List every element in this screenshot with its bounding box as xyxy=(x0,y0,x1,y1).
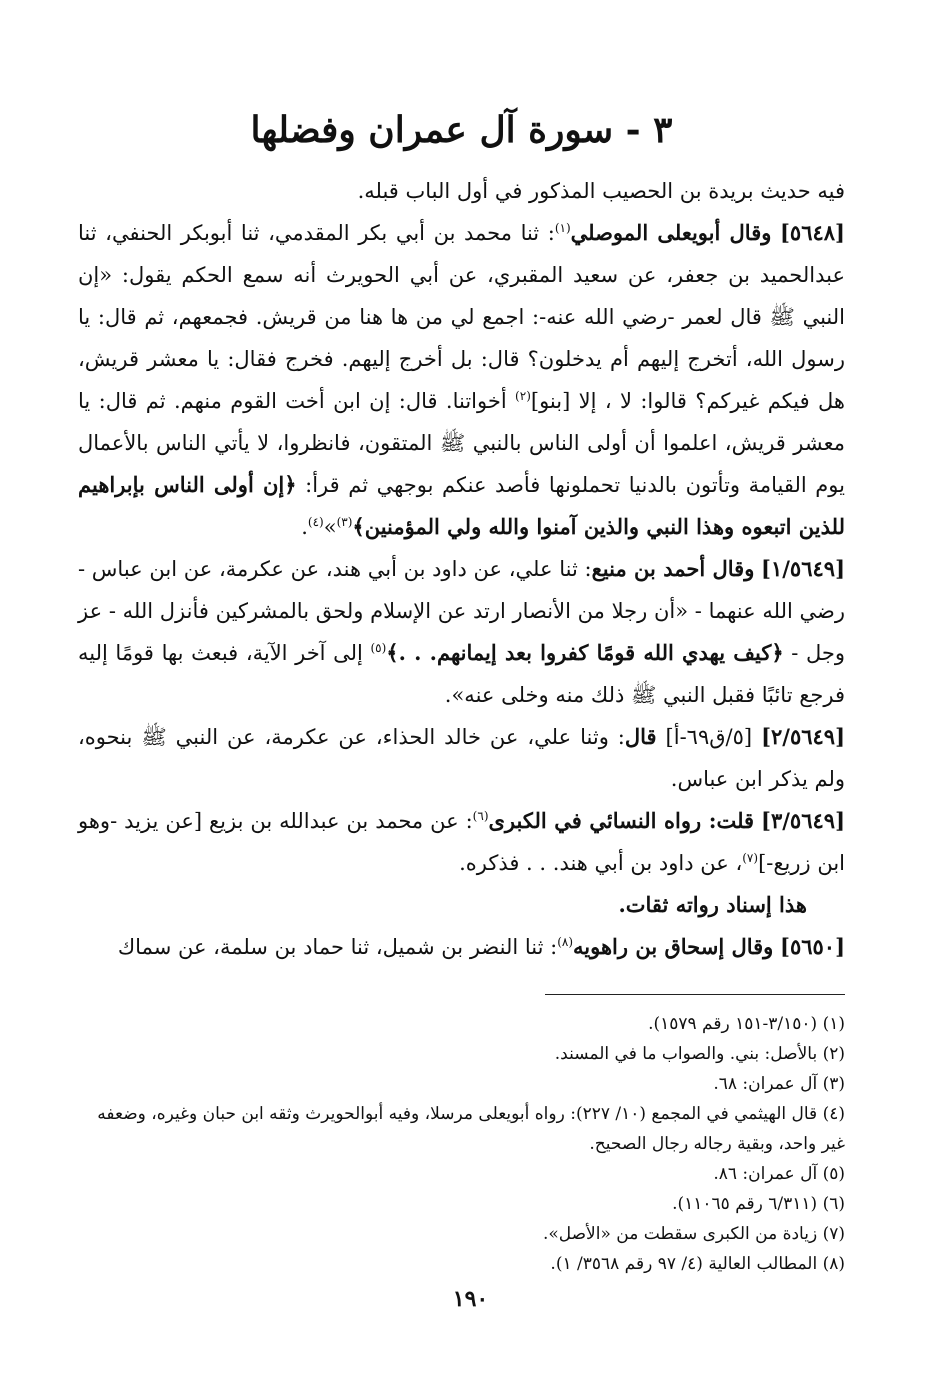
hadith-text: : عن محمد بن عبدالله بن بزيع [عن يزيد -وهو ابن زريع-] xyxy=(78,809,845,875)
hadith-5648 xyxy=(78,212,845,548)
hadith-5649-2 xyxy=(78,716,845,800)
hadith-number: [٢/٥٦٤٩] xyxy=(761,724,846,749)
manuscript-ref: [٥/ق٦٩-أ] xyxy=(665,725,753,749)
hadith-number: [١/٥٦٤٩] xyxy=(761,556,845,581)
page-content xyxy=(78,108,845,1279)
hadith-narrator: قال xyxy=(624,724,657,749)
footnotes xyxy=(78,1009,845,1279)
intro-paragraph: فيه حديث بريدة بن الحصيب المذكور في أول الباب قبله. xyxy=(357,179,845,203)
footnote-ref[interactable]: (٥) xyxy=(370,641,387,655)
hadith-number: [٥٦٥٠] xyxy=(780,934,845,959)
hadith-5649-3 xyxy=(78,800,845,884)
hadith-number: [٥٦٤٨] xyxy=(779,220,845,245)
footnote-item: (٤) قال الهيثمي في المجمع (١٠/ ٢٢٧): رواه أبويعلى مرسلا، وفيه أبوالحويرث وثقه ابن حبان وغيره، وضعفه غير واحد، وبقية رجاله رجال الصحيح. xyxy=(97,1104,845,1154)
page-number: ١٩٠ xyxy=(452,1286,489,1312)
footnote-item: (٨) المطالب العالية (٤/ ٩٧ رقم ٣٥٦٨/ ١). xyxy=(550,1254,845,1274)
footnote-item: (٢) بالأصل: بني. والصواب ما في المسند. xyxy=(554,1044,845,1064)
footnote-ref[interactable]: (٧) xyxy=(742,851,759,865)
main-text xyxy=(78,170,845,968)
hadith-text: » xyxy=(323,515,337,539)
hadith-number: [٣/٥٦٤٩] xyxy=(761,808,845,833)
footnote-ref[interactable]: (١) xyxy=(554,221,571,235)
footnote-divider xyxy=(545,994,845,995)
hadith-text: : ثنا محمد بن أبي بكر المقدمي، ثنا أبوبكر الحنفي، ثنا عبدالحميد بن جعفر، عن سعيد المقبري، عن أبي الحويرث أنه سمع الحكم يقول: «إن النبي ﷺ قال لعمر -رضي الله عنه-: اجمع لي من ها هنا من قريش. فجمعهم، ثم قال: يا رسول الله، أتخرج إليهم أم يدخلون؟ قال: بل أخرج إليهم. فخرج فقال: يا معشر قريش، هل فيكم غيركم؟ قالوا: لا ، إلا [بنو] xyxy=(78,221,845,413)
hadith-narrator: وقال أبويعلى الموصلي xyxy=(570,220,772,245)
page-title: ٣ - سورة آل عمران وفضلها xyxy=(250,109,673,151)
hadith-narrator: قلت: رواه النسائي في الكبرى xyxy=(488,808,755,833)
quran-verse: ﴿كيف يهدي الله قومًا كفروا بعد إيمانهم. . .﴾ xyxy=(386,640,784,665)
footnote-item: (٣) آل عمران: ٦٨. xyxy=(713,1074,845,1094)
footnote-item: (٧) زيادة من الكبرى سقطت من «الأصل». xyxy=(542,1224,845,1244)
hadith-text: . xyxy=(301,515,308,539)
hadith-text: أخواتنا. قال: إن ابن أخت القوم منهم. ثم قال: يا معشر قريش، اعلموا أن أولى الناس بالنبي ﷺ المتقون، فانظروا، لا يأتي الناس بالأعمال يوم القيامة وتأتون بالدنيا تحملونها فأصد عنكم بوجهي ثم قرأ: xyxy=(78,389,845,497)
hadith-narrator: وقال أحمد بن منيع xyxy=(591,556,755,581)
verdict: هذا إسناد رواته ثقات. xyxy=(618,892,807,917)
hadith-5650 xyxy=(78,926,845,968)
footnote-ref[interactable]: (٣) xyxy=(336,515,353,529)
quran-verse: ﴿إن أولى الناس بإبراهيم للذين اتبعوه وهذا النبي والذين آمنوا والله ولي المؤمنين﴾ xyxy=(78,472,845,539)
footnote-item: (٦) (٦/٣١١ رقم ١١٠٦٥). xyxy=(672,1194,845,1214)
hadith-5649-1 xyxy=(78,548,845,716)
hadith-text: : ثنا النضر بن شميل، ثنا حماد بن سلمة، عن سماك xyxy=(117,935,558,959)
footnote-ref[interactable]: (٨) xyxy=(557,935,574,949)
hadith-text: : ثنا علي، عن داود بن أبي هند، عن عكرمة، عن ابن عباس - رضي الله عنهما - «أن رجلا من الأنصار ارتد عن الإسلام ولحق بالمشركين فأنزل الله - عز وجل - xyxy=(78,557,845,665)
footnote-ref[interactable]: (٦) xyxy=(472,809,489,823)
footnote-ref[interactable]: (٢) xyxy=(515,389,531,403)
hadith-text: : وثنا علي، عن خالد الحذاء، عن عكرمة، عن النبي ﷺ بنحوه، ولم يذكر ابن عباس. xyxy=(78,725,845,791)
hadith-narrator: وقال إسحاق بن راهويه xyxy=(573,934,774,959)
footnote-ref[interactable]: (٤) xyxy=(307,515,324,529)
hadith-text: إلى آخر الآية، فبعث بها قومًا إليه فرجع تائبًا فقبل النبي ﷺ ذلك منه وخلى عنه». xyxy=(78,641,845,707)
hadith-text: ، عن داود بن أبي هند. . . فذكره. xyxy=(459,851,743,875)
footnote-item: (٥) آل عمران: ٨٦. xyxy=(713,1164,845,1184)
footnote-item: (١) (٣/١٥٠-١٥١ رقم ١٥٧٩). xyxy=(648,1014,845,1034)
